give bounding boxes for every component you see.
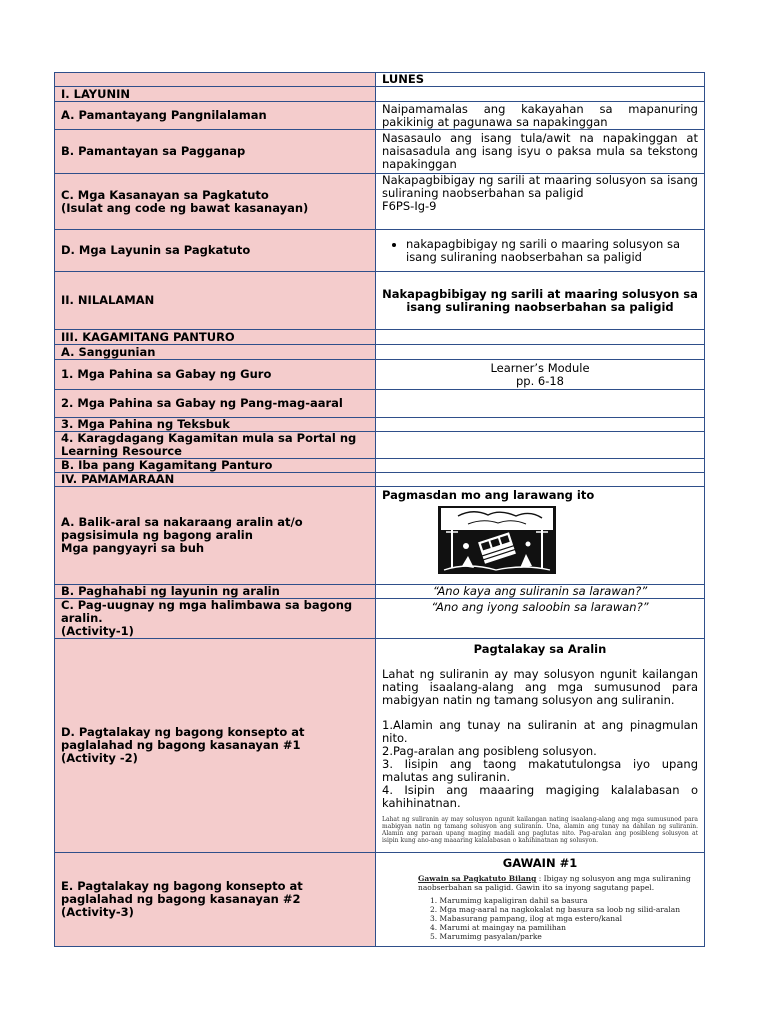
iba-pang-kagamitan-row: [55, 459, 705, 473]
pamantayang-pangnilalaman-label: A. Pamantayang Pangnilalaman: [55, 102, 376, 130]
pamantayang-pangnilalaman-row: [55, 102, 705, 130]
layunin-sa-pagkatuto-value: [376, 230, 705, 272]
gabay-pang-mag-aaral-row: [55, 390, 705, 418]
layunin-label: I. LAYUNIN: [55, 87, 376, 102]
layunin-sa-pagkatuto-label: D. Mga Layunin sa Pagkatuto: [55, 230, 376, 272]
gawain-list-item: 5. Marumimg pasyalan/parke: [430, 932, 542, 941]
pagmasdan-text: Pagmasdan mo ang larawang ito: [382, 488, 595, 502]
gawain-list: [418, 896, 698, 941]
gawain-list-item: 3. Mabasurang pampang, ilog at mga estero/kanal: [430, 914, 622, 923]
gawain-instruction-text: : Ibigay ng solusyon ang mga suliraning naobserbahan sa paligid. Gawin ito sa inyong sagutang papel.: [418, 874, 691, 892]
gawain-instruction-heading: Gawain sa Pagkatuto Bilang: [418, 874, 537, 883]
pagtalakay-1-label: [55, 639, 376, 853]
gabay-guro-row: [55, 360, 705, 390]
layunin-bullet-list: [382, 238, 698, 264]
pamamaraan-row: [55, 473, 705, 487]
nilalaman-value: Nakapagbibigay ng sarili at maaring solusyon sa isang suliraning naobserbahan sa paligid: [376, 272, 705, 330]
learners-module-text: Learner’s Module: [490, 360, 590, 375]
pagtalakay-2-value: [376, 853, 705, 947]
paghahabi-row: [55, 585, 705, 599]
nilalaman-label: II. NILALAMAN: [55, 272, 376, 330]
portal-label: 4. Karagdagang Kagamitan mula sa Portal ng Learning Resource: [55, 432, 376, 459]
gawain-instructions: [382, 874, 698, 941]
sanggunian-row: [55, 345, 705, 360]
pag-uugnay-value: “Ano ang iyong saloobin sa larawan?”: [376, 599, 705, 639]
kasanayan-label-line2: (Isulat ang code ng bawat kasanayan): [61, 200, 309, 215]
gawain-list-item: 4. Marumi at maingay na pamilihan: [430, 923, 566, 932]
pagtalakay-item-2: 2.Pag-aralan ang posibleng solusyon.: [382, 744, 597, 758]
pagtalakay-1-value: [376, 639, 705, 853]
gawain-list-item: 1. Marumimg kapaligiran dahil sa basura: [430, 896, 588, 905]
pag-uugnay-label-line2: (Activity-1): [61, 624, 134, 638]
kasanayan-code: F6PS-Ig-9: [382, 199, 437, 213]
pagtalakay-title: Pagtalakay sa Aralin: [473, 642, 607, 656]
iba-pang-kagamitan-value: [376, 459, 705, 473]
pamantayan-sa-pagganap-label: B. Pamantayan sa Pagganap: [55, 130, 376, 174]
scanned-paragraph: Lahat ng suliranin ay may solusyon ngunit kailangan nating isaalang-alang ang mga sumusunod para mabigyan natin ng tamang solusyon ang suliranin. Una, alamin ang tunay na dahilan ng suliranin. Alamin ang paraan upang maging madali ang paglutas nito. Pag-aralan ang posibleng solusyon at isipin kung ano-ang maaaring kalalabasan o kahihinatnan ng solusyon.: [382, 816, 698, 844]
gabay-guro-value: [376, 360, 705, 390]
balik-aral-label-line1: A. Balik-aral sa nakaraang aralin at/o pagsisimula ng bagong aralin: [61, 515, 303, 542]
kagamitang-panturo-value: [376, 330, 705, 345]
layunin-value: [376, 87, 705, 102]
teksbuk-value: [376, 418, 705, 432]
layunin-bullet-item: • nakapagbibigay ng sarili o maaring solusyon sa isang suliraning naobserbahan sa paligid: [406, 238, 698, 264]
pagtalakay-2-label-line1: E. Pagtalakay ng bagong konsepto at paglalahad ng bagong kasanayan #2: [61, 879, 303, 906]
pagtalakay-item-4: 4. Isipin ang maaaring magiging kalalabasan o kahihinatnan.: [382, 783, 698, 810]
kasanayan-value: [376, 174, 705, 230]
pamamaraan-value: [376, 473, 705, 487]
gawain-list-item: 2. Mga mag-aaral na nagkokalat ng basura sa loob ng silid-aralan: [430, 905, 681, 914]
pagtalakay-2-label-line2: (Activity-3): [61, 905, 134, 919]
gabay-pang-mag-aaral-label: 2. Mga Pahina sa Gabay ng Pang-mag-aaral: [55, 390, 376, 418]
balik-aral-label-line2: Mga pangyayri sa buh: [61, 541, 205, 555]
gawain-title: GAWAIN #1: [502, 856, 578, 870]
kasanayan-row: [55, 174, 705, 230]
pamantayang-pangnilalaman-value: Naipamamalas ang kakayahan sa mapanuring pakikinig at pagunawa sa napakinggan: [376, 102, 705, 130]
teksbuk-label: 3. Mga Pahina ng Teksbuk: [55, 418, 376, 432]
pag-uugnay-label-line1: C. Pag-uugnay ng mga halimbawa sa bagong aralin.: [61, 598, 353, 625]
pagtalakay-2-row: [55, 853, 705, 947]
iba-pang-kagamitan-label: B. Iba pang Kagamitang Panturo: [55, 459, 376, 473]
paghahabi-value: “Ano kaya ang suliranin sa larawan?”: [376, 585, 705, 599]
pamantayan-sa-pagganap-row: [55, 130, 705, 174]
balik-aral-label: [55, 487, 376, 585]
pagtalakay-1-row: [55, 639, 705, 853]
pagtalakay-1-label-line2: (Activity -2): [61, 751, 138, 765]
portal-row: [55, 432, 705, 459]
nilalaman-row: [55, 272, 705, 330]
paghahabi-label: B. Paghahabi ng layunin ng aralin: [55, 585, 376, 599]
kagamitang-panturo-label: III. KAGAMITANG PANTURO: [55, 330, 376, 345]
teksbuk-row: [55, 418, 705, 432]
pagtalakay-1-label-line1: D. Pagtalakay ng bagong konsepto at paglalahad ng bagong kasanayan #1: [61, 725, 305, 752]
kasanayan-label: [55, 174, 376, 230]
sanggunian-label: A. Sanggunian: [55, 345, 376, 360]
balik-aral-row: [55, 487, 705, 585]
header-left-cell: [55, 73, 376, 87]
gabay-guro-label: 1. Mga Pahina sa Gabay ng Guro: [55, 360, 376, 390]
pag-uugnay-row: [55, 599, 705, 639]
header-row: [55, 73, 705, 87]
layunin-sa-pagkatuto-row: [55, 230, 705, 272]
pages-text: pp. 6-18: [515, 373, 564, 388]
daily-lesson-log-table: [54, 72, 705, 947]
kasanayan-text: Nakapagbibigay ng sarili at maaring solusyon sa isang suliraning naobserbahan sa paligid: [382, 173, 698, 200]
pamantayan-sa-pagganap-value: Nasasaulo ang isang tula/awit na napakinggan at naisasadula ang isang isyu o paksa mula sa tekstong napakinggan: [376, 130, 705, 174]
pagtalakay-2-label: [55, 853, 376, 947]
portal-value: [376, 432, 705, 459]
pag-uugnay-label: [55, 599, 376, 639]
day-heading: LUNES: [376, 73, 705, 87]
kagamitang-panturo-row: [55, 330, 705, 345]
pagtalakay-intro: Lahat ng suliranin ay may solusyon ngunit kailangan nating isaalang-alang ang mga sumusunod para mabigyan natin ng tamang solusyon ang suliranin.: [382, 667, 698, 707]
garbage-scene-illustration: [438, 506, 556, 574]
kasanayan-label-line1: C. Mga Kasanayan sa Pagkatuto: [61, 187, 269, 202]
layunin-row: [55, 87, 705, 102]
balik-aral-value: [376, 487, 705, 585]
sanggunian-value: [376, 345, 705, 360]
gabay-pang-mag-aaral-value: [376, 390, 705, 418]
pagtalakay-item-1: 1.Alamin ang tunay na suliranin at ang pinagmulan nito.: [382, 718, 698, 745]
pamamaraan-label: IV. PAMAMARAAN: [55, 473, 376, 487]
pagtalakay-item-3: 3. Iisipin ang taong makatutulongsa iyo upang malutas ang suliranin.: [382, 757, 698, 784]
